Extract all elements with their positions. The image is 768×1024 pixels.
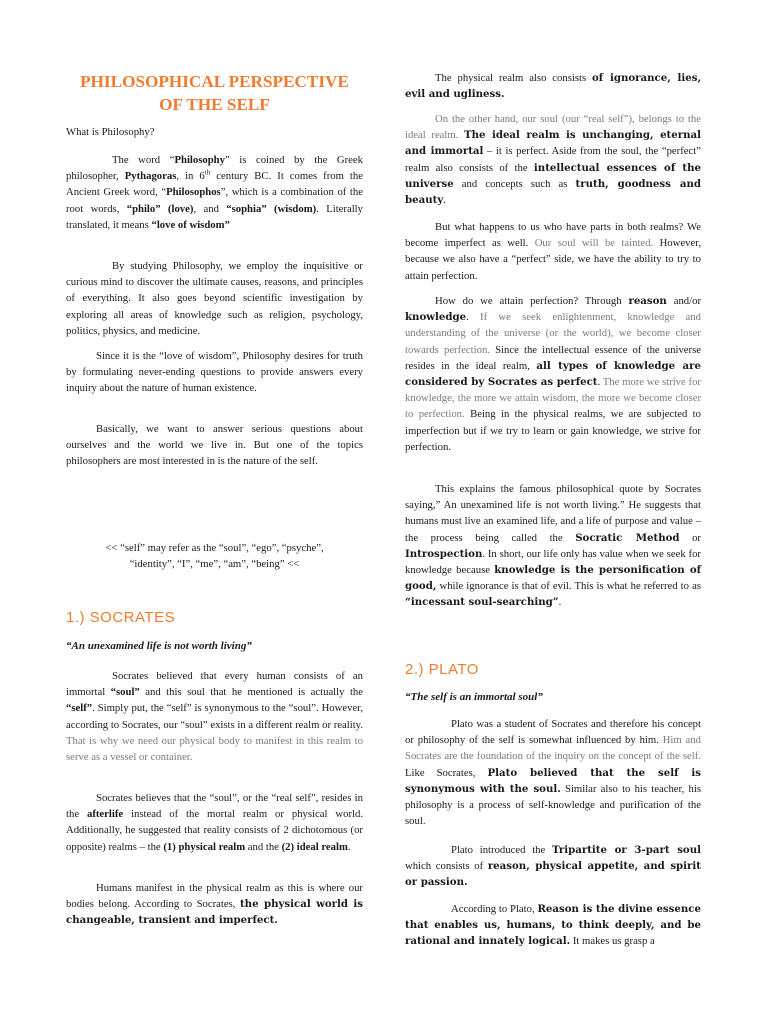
paragraph-imperfection: But what happens to us who have parts in both realms? We become imperfect as well. Our soul will be tainted. However, because we also have a “perfect” side, we have the ability to try to attain perfection.: [405, 221, 701, 282]
paragraph-love-of-wisdom: Since it is the “love of wisdom”, Philosophy desires for truth by formulating never-ending questions to provide answers every inquiry about the nature of human existence.: [66, 350, 363, 395]
self-synonyms-aside: << “self” may refer as the “soul”, “ego”, “psyche”, “identity”, “I”, “me”, “am”, “being” <<: [105, 542, 324, 571]
section-heading-socrates: 1.) SOCRATES: [66, 609, 176, 626]
question-heading: What is Philosophy?: [66, 126, 155, 138]
plato-quote: “The self is an immortal soul”: [405, 691, 543, 703]
paragraph-attain-perfection: How do we attain perfection? Through reason and/or knowledge. If we seek enlightenment, knowledge and understanding of the universe (or the world), we become closer towards perfection. Since the intellectual essence of the universe resides in the ideal realm, all types of knowledge are considered by Socrates as perfect. The more we strive for knowledge, the more we attain wisdom, the more we become closer to perfection. Being in the physical realms, we are subjected to imperfection but if we try to learn or gain knowledge, we strive for perfection.: [405, 295, 701, 453]
paragraph-socratic-method: This explains the famous philosophical quote by Socrates saying,” An unexamined life is not worth living.” He suggests that humans must live an examined life, and a life of purpose and value – the process being called the Socratic Method or Introspection. In short, our life only has value when we seek for knowledge because knowledge is the personification of good, while ignorance is that of evil. This is what he referred to as “incessant soul-searching”.: [405, 483, 701, 609]
paragraph-ideal-realm: On the other hand, our soul (our “real self”), belongs to the ideal realm. The ideal realm is unchanging, eternal and immortal – it is perfect. Aside from the soul, the “perfect” realm also consists of the intellectual essences of the universe and concepts such as truth, goodness and beauty.: [405, 113, 701, 207]
paragraph-socrates-soul: Socrates believed that every human consists of an immortal “soul” and this soul that he mentioned is actually the “self”. Simply put, the “self” is synonymous to the “soul”. However, according to Socrates, our “soul” exists in a different realm or reality. That is why we need our physical body to manifest in this realm to serve as a vessel or container.: [66, 670, 363, 764]
page-title: PHILOSOPHICAL PERSPECTIVE OF THE SELF: [80, 72, 349, 114]
paragraph-physical-world: Humans manifest in the physical realm as this is where our bodies belong. According to Socrates, the physical world is changeable, transient and imperfect.: [66, 882, 364, 927]
paragraph-philosophy-origin: The word “Philosophy” is coined by the Greek philosopher, Pythagoras, in 6th century BC. It comes from the Ancient Greek word, “Philosophos”, which is a combination of the root words, “philo” (love), and “sophia” (wisdom). Literally translated, it means “love of wisdom”: [66, 154, 364, 231]
paragraph-tripartite-soul: Plato introduced the Tripartite or 3-part soul which consists of reason, physical appetite, and spirit or passion.: [405, 844, 701, 889]
paragraph-plato-student: Plato was a student of Socrates and therefore his concept or philosophy of the self is somewhat influenced by him. Him and Socrates are the foundation of the inquiry on the concept of the self. Like Socrates, Plato believed that the self is synonymous with the soul. Similar also to his teacher, his philosophy is a process of self-knowledge and purification of the soul.: [405, 718, 702, 828]
paragraph-reason: According to Plato, Reason is the divine essence that enables us, humans, to think deeply, and be rational and innately logical. It makes us grasp a: [405, 903, 701, 948]
section-heading-plato: 2.) PLATO: [405, 661, 479, 678]
paragraph-socrates-realms: Socrates believes that the “soul”, or the “real self”, resides in the afterlife instead of the mortal realm or physical world. Additionally, he suggested that reality consists of 2 dichotomous (or opposite) realms – the (1) physical realm and the (2) ideal realm.: [66, 792, 363, 853]
socrates-quote: “An unexamined life is not worth living”: [66, 640, 252, 652]
paragraph-nature-of-self: Basically, we want to answer serious questions about ourselves and the world we live in. But one of the topics philosophers are most interested in is the nature of the self.: [66, 423, 363, 468]
paragraph-physical-realm: The physical realm also consists of ignorance, lies, evil and ugliness.: [405, 72, 702, 101]
paragraph-studying-philosophy: By studying Philosophy, we employ the inquisitive or curious mind to discover the ultimate causes, reasons, and principles of everything. It also goes beyond scientific investigation by exploring all areas of knowledge such as religion, psychology, politics, physics, and medicine.: [66, 260, 363, 337]
